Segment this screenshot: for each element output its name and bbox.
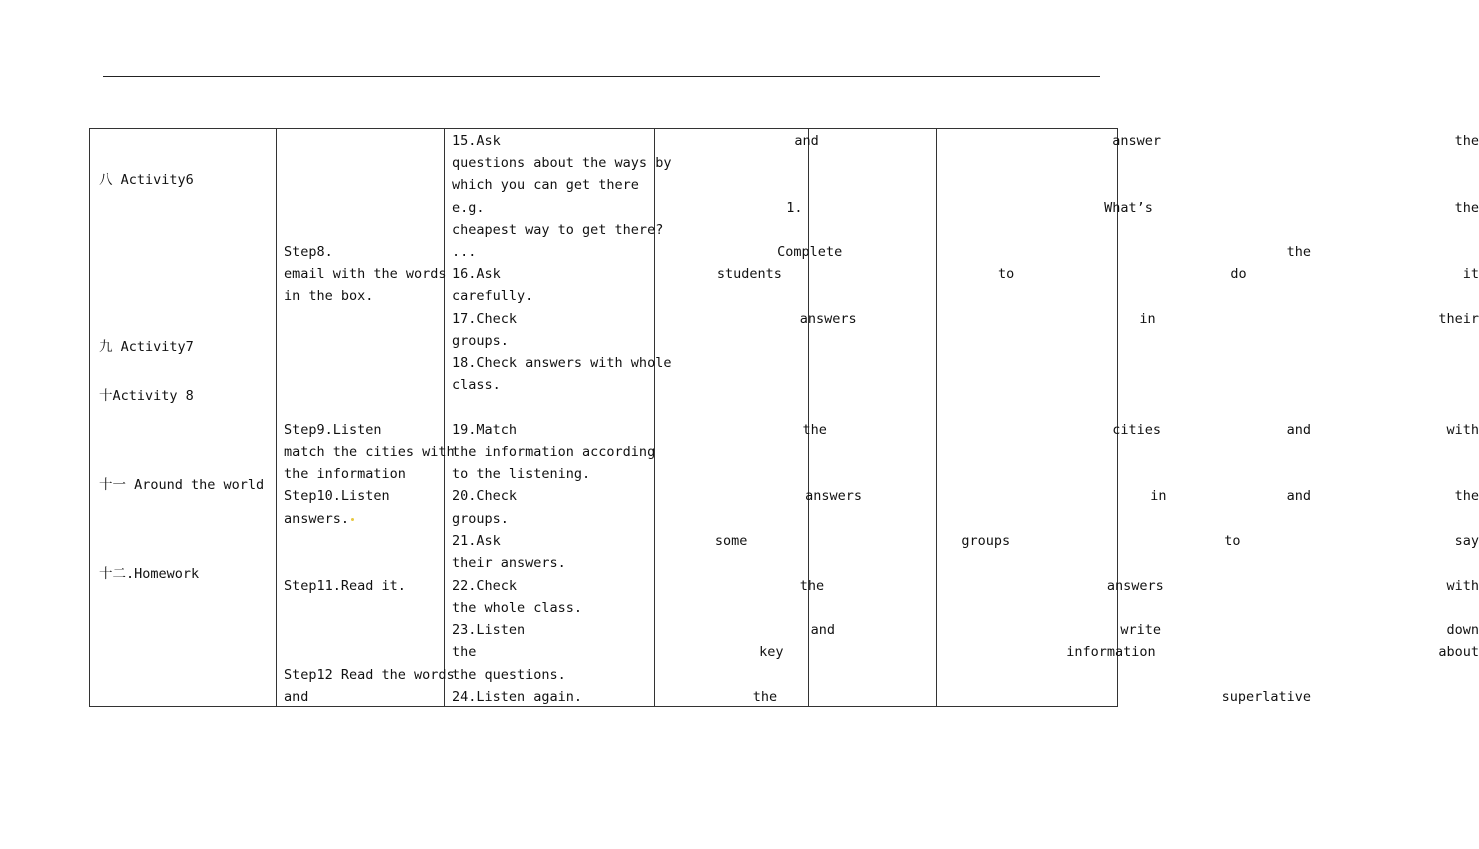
- activity-line-7: 16.Ask students to do it: [452, 266, 1479, 282]
- activity-line-21: the whole class.: [452, 600, 583, 616]
- activity-line-11: 18.Check answers with whole: [452, 355, 672, 371]
- header-rule: [103, 76, 1100, 77]
- activity-line-16: 20.Check answers in the: [452, 488, 1479, 504]
- step10-line2: answers.: [284, 508, 438, 530]
- activity-line-6: ...: [452, 244, 477, 260]
- activity-line-14: the information according: [452, 444, 656, 460]
- activity-line-12: class.: [452, 377, 501, 393]
- activity-line-9: 17.Check answers in their: [452, 311, 1479, 327]
- step9-line1: Step9.Listen and: [284, 422, 1311, 438]
- activity-line-23: the key information about: [452, 644, 1479, 660]
- step10-line1: Step10.Listen and: [284, 488, 1311, 504]
- column-divider-1: [276, 129, 277, 706]
- lesson-plan-table: [89, 128, 1479, 707]
- step11-line1: Step11.Read it.: [284, 578, 406, 594]
- activity-line-24: the questions.: [452, 667, 566, 683]
- activity-line-20: 22.Check the answers with: [452, 578, 1479, 594]
- step12-line2: and the superlative: [284, 689, 1311, 705]
- activity-line-2: questions about the ways by: [452, 155, 672, 171]
- activity-line-10: groups.: [452, 333, 509, 349]
- step8-line1: Step8. Complete the: [284, 244, 1311, 260]
- activity-line-15: to the listening.: [452, 466, 591, 482]
- step12-line1: Step12 Read the words: [284, 667, 455, 683]
- activity-line-4: e.g. 1. What’s the: [452, 200, 1479, 216]
- section-activity8: 十Activity 8: [99, 388, 194, 404]
- activity-line-8: carefully.: [452, 288, 534, 304]
- activity-line-1: 15.Ask and answer the: [452, 133, 1479, 149]
- step9-line3: the information: [284, 466, 406, 482]
- activity-line-18: 21.Ask some groups to say: [452, 533, 1479, 549]
- section-activity6: 八 Activity6: [99, 172, 194, 188]
- step8-line2: email with the words: [284, 266, 447, 282]
- section-homework: 十二.Homework: [99, 566, 200, 582]
- section-around-the-world: 十一 Around the world: [99, 477, 265, 493]
- step9-line2: match the cities with: [284, 444, 455, 460]
- activity-line-25: 24.Listen again.: [452, 689, 583, 705]
- activity-line-19: their answers.: [452, 555, 566, 571]
- activity-line-22: 23.Listen and write down: [452, 622, 1479, 638]
- highlight-mark: [351, 518, 354, 521]
- step8-line3: in the box.: [284, 288, 374, 304]
- activity-line-5: cheapest way to get there?: [452, 222, 664, 238]
- activity-line-13: 19.Match the cities with: [452, 422, 1479, 438]
- activity-line-17: groups.: [452, 511, 509, 527]
- section-activity7: 九 Activity7: [99, 339, 194, 355]
- activity-line-3: which you can get there: [452, 177, 639, 193]
- column-divider-2: [444, 129, 445, 706]
